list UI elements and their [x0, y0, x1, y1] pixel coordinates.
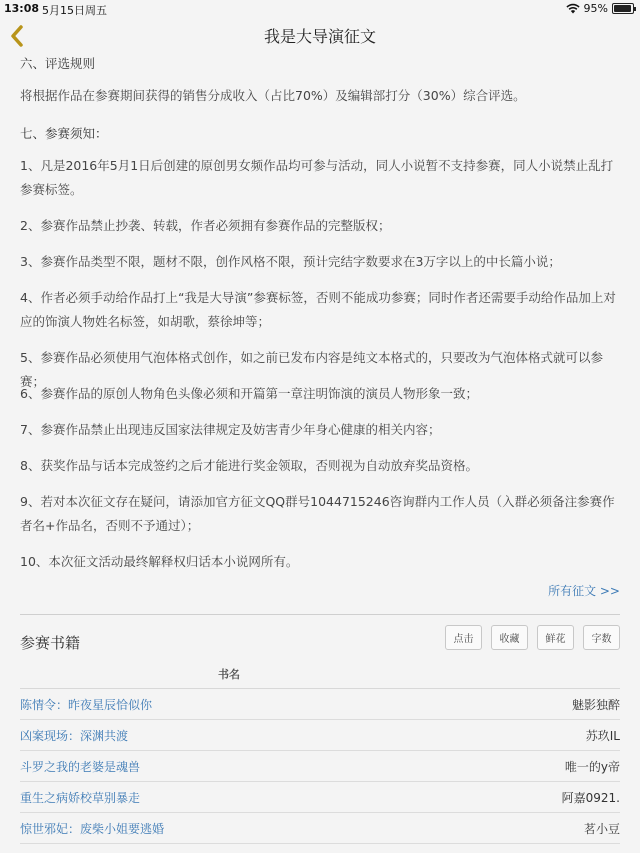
notice-item: 1、凡是2016年5月1日后创建的原创男女频作品均可参与活动，同人小说暂不支持参赛，同人小说禁止乱打参赛标签。: [20, 158, 614, 197]
book-author: 魅影独醉: [571, 698, 620, 712]
divider: [20, 614, 620, 615]
all-contests-link[interactable]: 所有征文 >>: [548, 584, 620, 598]
books-section-title: 参赛书籍: [20, 634, 81, 652]
sort-wordcount-button[interactable]: 字数: [583, 625, 620, 650]
table-row: [20, 782, 620, 813]
sort-clicks-button[interactable]: 点击: [445, 625, 482, 650]
book-title-link[interactable]: 重生之病娇校草别暴走: [20, 791, 141, 805]
notice-item: 6、参赛作品的原创人物角色头像必须和开篇第一章注明饰演的演员人物形象一致；: [20, 386, 478, 401]
book-author: 阿嘉0921.: [561, 791, 620, 805]
book-table: [20, 689, 620, 844]
book-title-link[interactable]: 陈情令：昨夜星辰恰似你: [20, 698, 153, 712]
book-author: 唯一的y帝: [564, 760, 620, 774]
battery-percent: 95%: [583, 2, 608, 15]
battery-icon: [612, 3, 634, 14]
status-indicators: [566, 2, 634, 15]
notice-item: 3、参赛作品类型不限，题材不限，创作风格不限，预计完结字数要求在3万字以上的中长篇小说；: [20, 254, 561, 269]
book-author: 茗小豆: [583, 822, 620, 836]
status-bar: [0, 0, 640, 18]
book-title-link[interactable]: 斗罗之我的老婆是魂兽: [20, 760, 141, 774]
book-title-link[interactable]: 凶案现场：深渊共渡: [20, 729, 129, 743]
battery-fill: [614, 5, 631, 12]
book-author: 苏玖IL: [585, 729, 620, 743]
table-row: [20, 751, 620, 782]
column-header-title: 书名: [218, 668, 240, 681]
nav-bar: [0, 18, 640, 52]
table-row: [20, 689, 620, 720]
book-title-link[interactable]: 惊世邪妃：废柴小姐要逃婚: [20, 822, 165, 836]
table-row: [20, 720, 620, 751]
wifi-icon: [566, 3, 580, 14]
section-title-notice: 七、参赛须知：: [20, 126, 108, 141]
status-time: 13:08: [4, 2, 40, 15]
notice-item: 9、若对本次征文存在疑问，请添加官方征文QQ群号1044715246咨询群内工作人员（入群必须备注参赛作者名+作品名，否则不予通过）；: [20, 494, 615, 533]
notice-item: 2、参赛作品禁止抄袭、转载，作者必须拥有参赛作品的完整版权；: [20, 218, 391, 233]
sort-button-group: [445, 625, 620, 650]
notice-item: 10、本次征文活动最终解释权归话本小说网所有。: [20, 554, 299, 569]
notice-item: 5、参赛作品必须使用气泡体格式创作，如之前已发布内容是纯文本格式的，只要改为气泡体格式就可以参赛；: [20, 350, 603, 389]
section-title-rules: 六、评选规则: [20, 56, 96, 71]
notice-item: 7、参赛作品禁止出现违反国家法律规定及妨害青少年身心健康的相关内容；: [20, 422, 441, 437]
notice-item: 4、作者必须手动给作品打上“我是大导演”参赛标签，否则不能成功参赛；同时作者还需要手动给作品加上对应的饰演人物姓名标签，如胡歌，蔡徐坤等；: [20, 290, 616, 329]
status-date: 5月15日周五: [42, 4, 107, 17]
table-row: [20, 813, 620, 844]
notice-item: 8、获奖作品与话本完成签约之后才能进行奖金领取，否则视为自动放弃奖品资格。: [20, 458, 478, 473]
rules-text: 将根据作品在参赛期间获得的销售分成收入（占比70%）及编辑部打分（30%）综合评选。: [20, 88, 526, 103]
sort-favorites-button[interactable]: 收藏: [491, 625, 528, 650]
page-title: 我是大导演征文: [263, 27, 376, 46]
sort-flowers-button[interactable]: 鲜花: [537, 625, 574, 650]
table-header: [20, 663, 620, 689]
